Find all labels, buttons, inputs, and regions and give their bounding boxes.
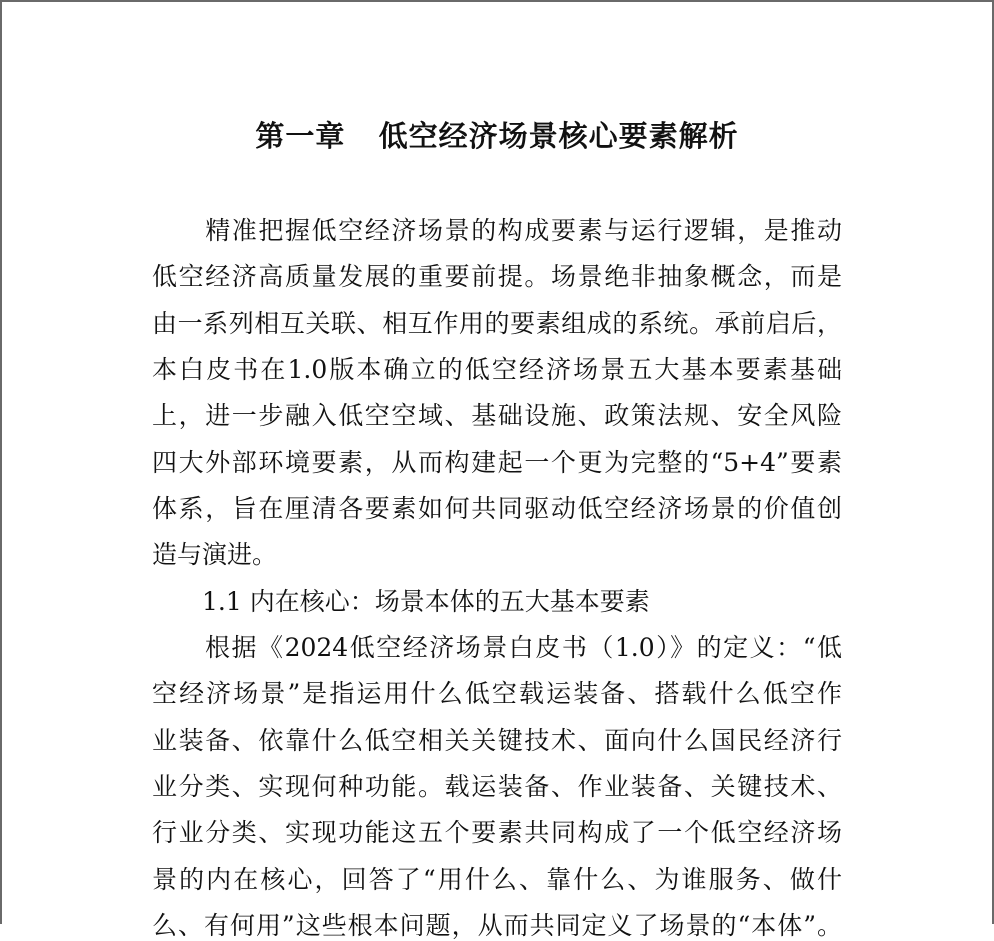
paragraph-line: 本白皮书在1.0版本确立的低空经济场景五大基本要素基础	[152, 355, 842, 384]
paragraph-line: 体系，旨在厘清各要素如何共同驱动低空经济场景的价值创	[152, 494, 842, 523]
paragraph-line: 四大外部环境要素，从而构建起一个更为完整的“5+4”要素	[152, 448, 842, 477]
paragraph-line: 行业分类、实现功能这五个要素共同构成了一个低空经济场	[152, 818, 842, 847]
paragraph-line: 业分类、实现何种功能。载运装备、作业装备、关键技术、	[152, 772, 842, 801]
paragraph-line: 么、有何用”这些根本问题，从而共同定义了场景的“本体”。	[152, 911, 842, 940]
paragraph-line: 造与演进。	[152, 540, 278, 569]
paragraph-line: 精准把握低空经济场景的构成要素与运行逻辑，是推动	[152, 216, 842, 245]
chapter-title: 第一章 低空经济场景核心要素解析	[255, 119, 739, 153]
paragraph-line: 业装备、依靠什么低空相关关键技术、面向什么国民经济行	[152, 726, 842, 755]
paragraph-line: 由一系列相互关联、相互作用的要素组成的系统。承前启后，	[152, 309, 842, 338]
paragraph-line: 景的内在核心，回答了“用什么、靠什么、为谁服务、做什	[152, 865, 842, 894]
section-heading: 1.1 内在核心：场景本体的五大基本要素	[152, 587, 650, 616]
paragraph-line: 空经济场景”是指运用什么低空载运装备、搭载什么低空作	[152, 679, 842, 708]
paragraph-line: 根据《2024低空经济场景白皮书（1.0）》的定义：“低	[152, 633, 842, 662]
paragraph-line: 上，进一步融入低空空域、基础设施、政策法规、安全风险	[152, 401, 842, 430]
paragraph-line: 低空经济高质量发展的重要前提。场景绝非抽象概念，而是	[152, 262, 842, 291]
